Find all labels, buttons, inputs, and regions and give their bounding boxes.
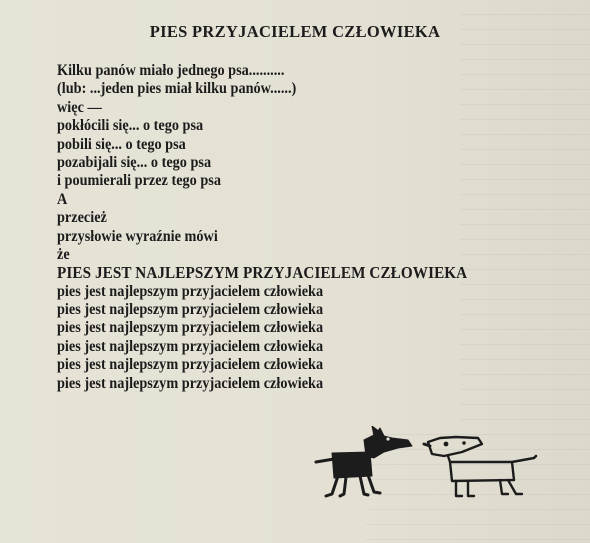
poem-line: przysłowie wyraźnie mówi	[57, 227, 218, 245]
poem-line: pies jest najlepszym przyjacielem człowieka	[57, 374, 324, 392]
white-dog-icon	[424, 437, 536, 496]
poem-line: pies jest najlepszym przyjacielem człowieka	[57, 319, 324, 337]
poem-line: pies jest najlepszym przyjacielem człowieka	[57, 282, 324, 300]
poem-line: więc —	[57, 98, 102, 116]
poem-line: pokłócili się... o tego psa	[57, 117, 204, 135]
poem-line: i poumierali przez tego psa	[57, 172, 221, 190]
poem-line: pozabijali się... o tego psa	[57, 153, 212, 171]
poem-line: pies jest najlepszym przyjacielem człowieka	[57, 337, 324, 355]
black-dog-icon	[316, 426, 412, 496]
poem-line: że	[57, 245, 70, 263]
poem-line-emphasis: PIES JEST NAJLEPSZYM PRZYJACIELEM CZŁOWIEKA	[57, 263, 468, 283]
poem-title: PIES PRZYJACIELEM CZŁOWIEKA	[149, 22, 441, 41]
poem-line: A	[57, 190, 68, 208]
dogs-illustration	[312, 426, 544, 502]
poem-line: Kilku panów miało jednego psa..........	[57, 62, 285, 79]
poem-line: przecież	[57, 209, 107, 227]
poem-line: (lub: ...jeden pies miał kilku panów......)	[57, 80, 297, 98]
poem-line: pies jest najlepszym przyjacielem człowieka	[57, 356, 324, 374]
poem-body	[57, 62, 585, 393]
poem-line: pies jest najlepszym przyjacielem człowieka	[57, 301, 324, 319]
poem-line: pobili się... o tego psa	[57, 135, 186, 153]
